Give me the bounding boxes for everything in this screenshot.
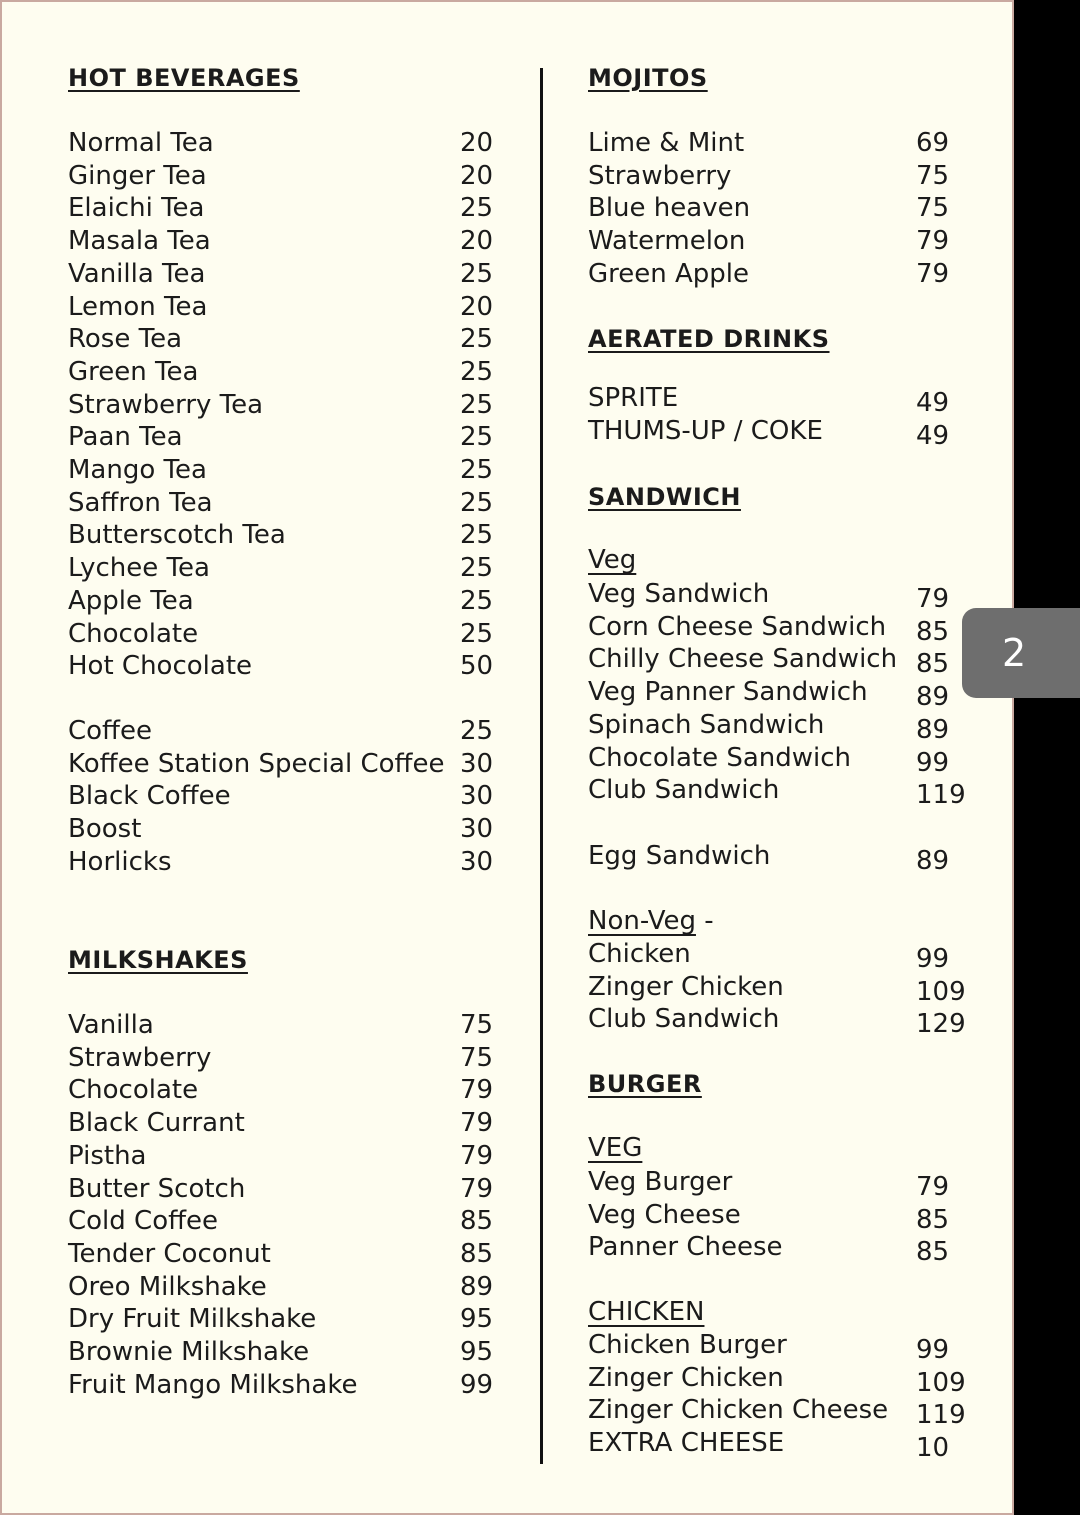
menu-item-price: 119	[916, 780, 966, 811]
menu-item-price: 50	[460, 651, 494, 682]
page-number-badge: 2	[962, 608, 1080, 698]
menu-item-price: 109	[916, 1367, 966, 1398]
menu-item-name: Veg Panner Sandwich	[588, 677, 868, 708]
menu-item-name: Green Apple	[588, 258, 750, 289]
menu-item-price: 129	[916, 1009, 966, 1040]
menu-item-price: 99	[916, 944, 950, 974]
menu-item-price: 25	[460, 356, 494, 387]
menu-item-price: 79	[916, 584, 950, 614]
menu-item-price: 25	[460, 520, 494, 551]
menu-item-price: 25	[460, 716, 494, 746]
menu-item-name: Vanilla Tea	[68, 258, 206, 289]
menu-item-price: 75	[460, 1042, 494, 1073]
menu-item-price: 30	[460, 781, 494, 812]
section-title-mojitos: MOJITOS	[588, 64, 708, 92]
menu-item-price: 30	[460, 846, 494, 877]
menu-item-name: Watermelon	[588, 226, 746, 257]
menu-item-price: 99	[916, 1335, 950, 1365]
menu-item-price: 25	[460, 422, 494, 453]
menu-item-name: Chicken Burger	[588, 1330, 787, 1360]
menu-item-name: Chocolate Sandwich	[588, 742, 852, 773]
menu-item-name: Tender Coconut	[68, 1238, 271, 1269]
menu-item-name: Strawberry	[68, 1042, 212, 1073]
menu-item-name: Lychee Tea	[68, 553, 210, 584]
menu-item-name: SPRITE	[588, 383, 679, 413]
menu-item-price: 95	[460, 1337, 494, 1367]
menu-item-price: 119	[916, 1400, 966, 1431]
menu-item-price: 75	[916, 160, 950, 191]
menu-item-price: 79	[460, 1108, 494, 1139]
menu-item-name: Pistha	[68, 1140, 147, 1171]
menu-item-name: Black Coffee	[68, 781, 231, 812]
menu-item-name: Zinger Chicken Cheese	[588, 1395, 889, 1426]
menu-item-price: 85	[460, 1206, 494, 1237]
menu-item-name: Lemon Tea	[68, 291, 208, 322]
menu-item-name: Ginger Tea	[68, 160, 207, 191]
menu-item-price: 89	[460, 1271, 494, 1302]
menu-item-name: Zinger Chicken	[588, 971, 784, 1002]
menu-item-price: 89	[916, 714, 950, 745]
section-title-aerated-drinks: AERATED DRINKS	[588, 325, 830, 353]
menu-item-name: Hot Chocolate	[68, 651, 253, 682]
menu-item-price: 79	[460, 1173, 494, 1204]
right-edge-bar	[1014, 0, 1080, 1515]
menu-item-name: Club Sandwich	[588, 1004, 780, 1035]
menu-item-name: Oreo Milkshake	[68, 1271, 267, 1302]
section-title-hot-beverages: HOT BEVERAGES	[68, 64, 300, 92]
menu-item-price: 20	[460, 226, 494, 257]
menu-item-price: 75	[460, 1010, 494, 1040]
menu-item-name: Normal Tea	[68, 128, 214, 158]
menu-item-price: 30	[460, 814, 494, 845]
menu-item-name: Butter Scotch	[68, 1173, 246, 1204]
menu-item-price: 89	[916, 682, 950, 713]
menu-item-price: 25	[460, 389, 494, 420]
menu-item-price: 25	[460, 487, 494, 518]
menu-item-price: 99	[916, 747, 950, 778]
menu-item-name: Dry Fruit Milkshake	[68, 1304, 317, 1335]
menu-item-name: Strawberry Tea	[68, 389, 264, 420]
menu-item-price: 79	[460, 1075, 494, 1106]
menu-item-name: Elaichi Tea	[68, 193, 205, 224]
menu-item-price: 25	[460, 455, 494, 485]
menu-item-price: 30	[460, 748, 494, 779]
menu-item-price: 25	[460, 585, 494, 616]
menu-item-name: EXTRA CHEESE	[588, 1428, 785, 1459]
menu-item-name: Butterscotch Tea	[68, 520, 286, 551]
sandwich-nonveg-label: Non-Veg	[588, 906, 696, 936]
menu-item-name: Paan Tea	[68, 422, 183, 453]
menu-item-name: Veg Burger	[588, 1167, 733, 1197]
menu-item-name: Chicken	[588, 939, 691, 969]
menu-item-price: 85	[916, 616, 950, 647]
menu-item-price: 109	[916, 976, 966, 1007]
burger-veg-label: VEG	[588, 1133, 643, 1163]
menu-item-price: 85	[460, 1238, 494, 1269]
menu-item-name: Fruit Mango Milkshake	[68, 1369, 358, 1400]
menu-item-name: Brownie Milkshake	[68, 1337, 310, 1367]
sandwich-nonveg-suffix: -	[695, 906, 714, 936]
menu-item-price: 25	[460, 324, 494, 355]
section-title-sandwich: SANDWICH	[588, 483, 741, 511]
menu-item-name: Vanilla	[68, 1010, 154, 1040]
menu-item-price: 49	[916, 420, 950, 451]
menu-item-name: Chocolate	[68, 1075, 199, 1106]
menu-item-price: 79	[916, 1172, 950, 1202]
menu-item-name: THUMS-UP / COKE	[588, 415, 823, 446]
menu-item-price: 79	[916, 258, 950, 289]
menu-item-name: Horlicks	[68, 846, 172, 877]
menu-item-name: Strawberry	[588, 160, 732, 191]
menu-item-name: Black Currant	[68, 1108, 245, 1139]
menu-item-name: Koffee Station Special Coffee	[68, 748, 445, 779]
menu-item-price: 25	[460, 553, 494, 584]
menu-item-name: Chilly Cheese Sandwich	[588, 644, 898, 675]
menu-item-name: Egg Sandwich	[588, 841, 771, 871]
menu-item-price: 85	[916, 1237, 950, 1268]
menu-item-name: Green Tea	[68, 356, 199, 387]
menu-item-price: 89	[916, 846, 950, 876]
menu-item-price: 69	[916, 128, 950, 158]
menu-item-price: 79	[916, 226, 950, 257]
sandwich-veg-label: Veg	[588, 545, 637, 575]
menu-item-name: Veg Sandwich	[588, 579, 770, 609]
sandwich-nonveg-heading	[588, 906, 714, 936]
menu-item-price: 25	[460, 618, 494, 649]
section-title-burger: BURGER	[588, 1070, 702, 1098]
menu-item-name: Lime & Mint	[588, 128, 745, 158]
menu-item-price: 49	[916, 388, 950, 418]
menu-item-price: 79	[460, 1140, 494, 1171]
menu-item-name: Veg Cheese	[588, 1199, 741, 1230]
menu-item-price: 20	[460, 291, 494, 322]
menu-item-price: 20	[460, 160, 494, 191]
menu-item-price: 85	[916, 649, 950, 680]
menu-item-price: 95	[460, 1304, 494, 1335]
menu-item-name: Panner Cheese	[588, 1232, 783, 1263]
menu-item-name: Spinach Sandwich	[588, 709, 825, 740]
column-divider	[540, 68, 543, 1464]
menu-item-name: Cold Coffee	[68, 1206, 219, 1237]
menu-item-name: Blue heaven	[588, 193, 751, 224]
menu-item-name: Boost	[68, 814, 142, 845]
menu-item-price: 25	[460, 258, 494, 289]
burger-chicken-label: CHICKEN	[588, 1297, 705, 1327]
menu-item-name: Apple Tea	[68, 585, 194, 616]
menu-item-name: Coffee	[68, 716, 152, 746]
menu-item-price: 99	[460, 1369, 494, 1400]
menu-item-name: Masala Tea	[68, 226, 211, 257]
menu-item-name: Corn Cheese Sandwich	[588, 611, 887, 642]
menu-item-name: Rose Tea	[68, 324, 183, 355]
menu-item-name: Club Sandwich	[588, 775, 780, 806]
menu-item-name: Saffron Tea	[68, 487, 213, 518]
menu-item-name: Zinger Chicken	[588, 1362, 784, 1393]
menu-item-price: 75	[916, 193, 950, 224]
menu-item-price: 25	[460, 193, 494, 224]
menu-item-price: 20	[460, 128, 494, 158]
menu-item-name: Chocolate	[68, 618, 199, 649]
section-title-milkshakes: MILKSHAKES	[68, 946, 248, 974]
menu-item-price: 85	[916, 1204, 950, 1235]
menu-item-name: Mango Tea	[68, 455, 207, 485]
menu-item-price: 10	[916, 1433, 950, 1464]
